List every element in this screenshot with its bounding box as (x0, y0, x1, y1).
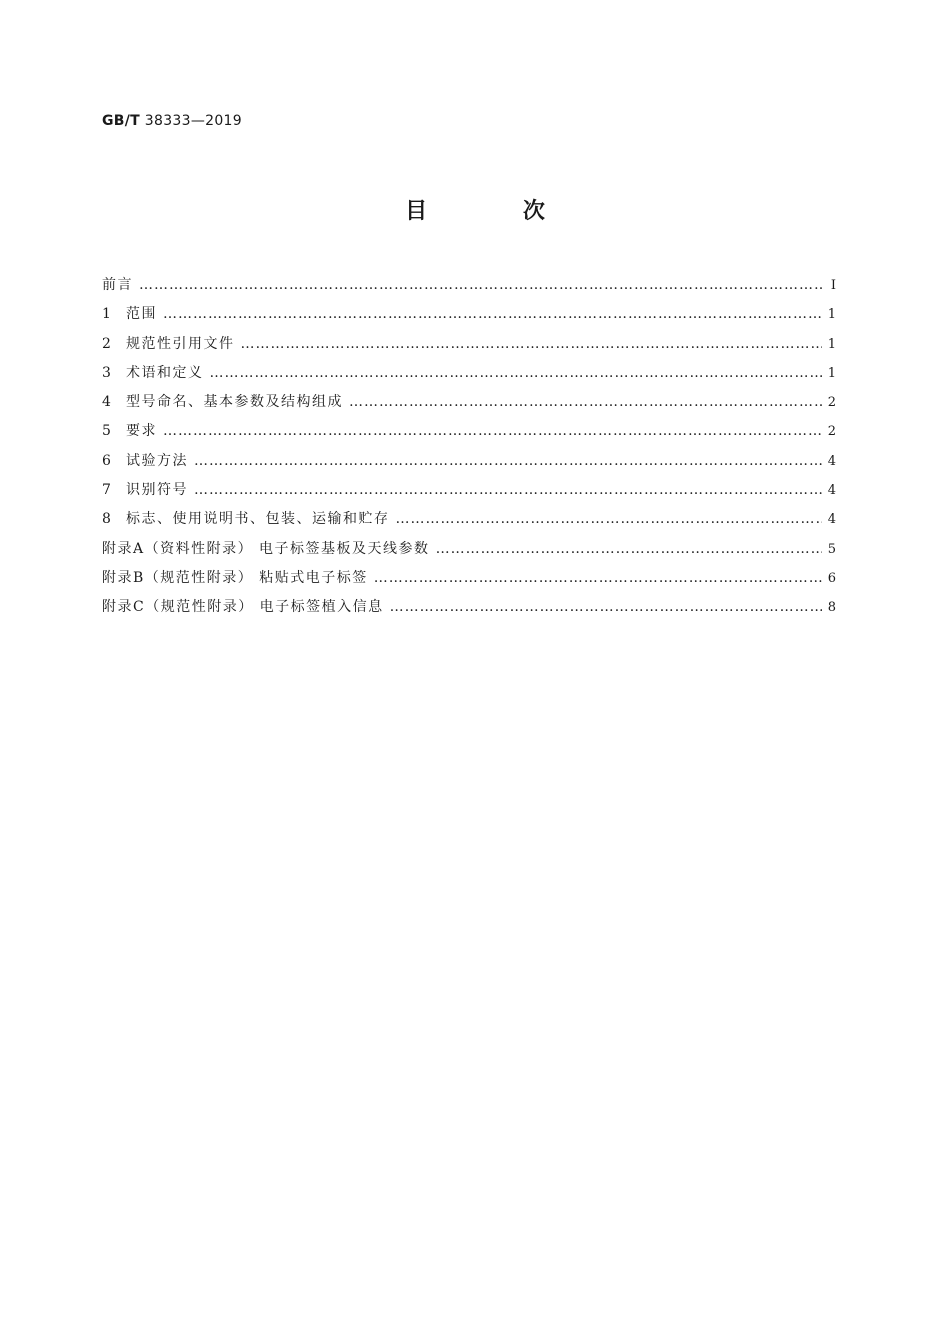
toc-entry-3[interactable] (102, 362, 836, 391)
toc-label: 术语和定义 (126, 364, 204, 381)
toc-page-number: 4 (827, 483, 836, 499)
toc-label: 范围 (126, 306, 157, 323)
toc-page-number: 1 (827, 365, 836, 381)
toc-label: 要求 (126, 423, 157, 440)
toc-label: 附录A（资料性附录） 电子标签基板及天线参数 (102, 540, 430, 557)
toc-label: 附录B（规范性附录） 粘贴式电子标签 (102, 569, 368, 586)
toc-page-number: 1 (827, 307, 836, 323)
toc-leader (163, 306, 822, 322)
toc-section-number: 3 (102, 364, 111, 381)
toc-entry-2[interactable] (102, 333, 836, 362)
toc-entry-preface[interactable] (102, 274, 836, 303)
toc-page-number: 2 (827, 424, 836, 440)
toc-section-number: 4 (102, 394, 111, 411)
toc-page-number: Ⅰ (830, 278, 836, 293)
toc-section-number: 6 (102, 452, 111, 469)
toc-page-number: 4 (827, 453, 836, 469)
toc-entry-6[interactable] (102, 450, 836, 479)
toc-section-number: 5 (102, 423, 111, 440)
toc-entry-5[interactable] (102, 420, 836, 449)
toc-label: 标志、使用说明书、包装、运输和贮存 (126, 511, 390, 528)
page-title: 目 次 (405, 199, 589, 224)
toc-leader (349, 394, 822, 410)
toc-page-number: 1 (827, 336, 836, 352)
toc-page-number: 2 (827, 395, 836, 411)
toc-leader (163, 423, 822, 439)
toc-entry-4[interactable] (102, 391, 836, 420)
toc-page-number: 8 (827, 600, 836, 616)
standard-number: 38333—2019 (144, 113, 242, 129)
toc-leader (194, 482, 822, 498)
toc-entry-7[interactable] (102, 479, 836, 508)
table-of-contents (102, 274, 836, 626)
toc-leader (374, 570, 822, 586)
toc-entry-8[interactable] (102, 508, 836, 537)
toc-entry-appendix-a[interactable] (102, 538, 836, 567)
toc-leader (139, 277, 822, 293)
toc-entry-appendix-b[interactable] (102, 567, 836, 596)
toc-leader (194, 453, 822, 469)
toc-label: 规范性引用文件 (126, 335, 235, 352)
toc-section-number: 1 (102, 306, 111, 323)
document-code (102, 113, 242, 129)
toc-label: 识别符号 (126, 482, 188, 499)
toc-entry-1[interactable] (102, 303, 836, 332)
toc-leader (396, 511, 822, 527)
toc-leader (210, 365, 822, 381)
toc-section-number: 7 (102, 482, 111, 499)
toc-page-number: 6 (827, 570, 836, 586)
standard-prefix: GB/T (102, 113, 141, 129)
toc-label: 型号命名、基本参数及结构组成 (126, 394, 343, 411)
toc-label: 前言 (102, 277, 133, 293)
toc-section-number: 8 (102, 511, 111, 528)
toc-page-number: 4 (827, 512, 836, 528)
toc-leader (436, 541, 822, 557)
toc-label: 附录C（规范性附录） 电子标签植入信息 (102, 599, 384, 616)
toc-leader (390, 599, 822, 615)
toc-label: 试验方法 (126, 452, 188, 469)
toc-section-number: 2 (102, 335, 111, 352)
toc-entry-appendix-c[interactable] (102, 596, 836, 625)
toc-leader (241, 336, 822, 352)
toc-page-number: 5 (827, 541, 836, 557)
